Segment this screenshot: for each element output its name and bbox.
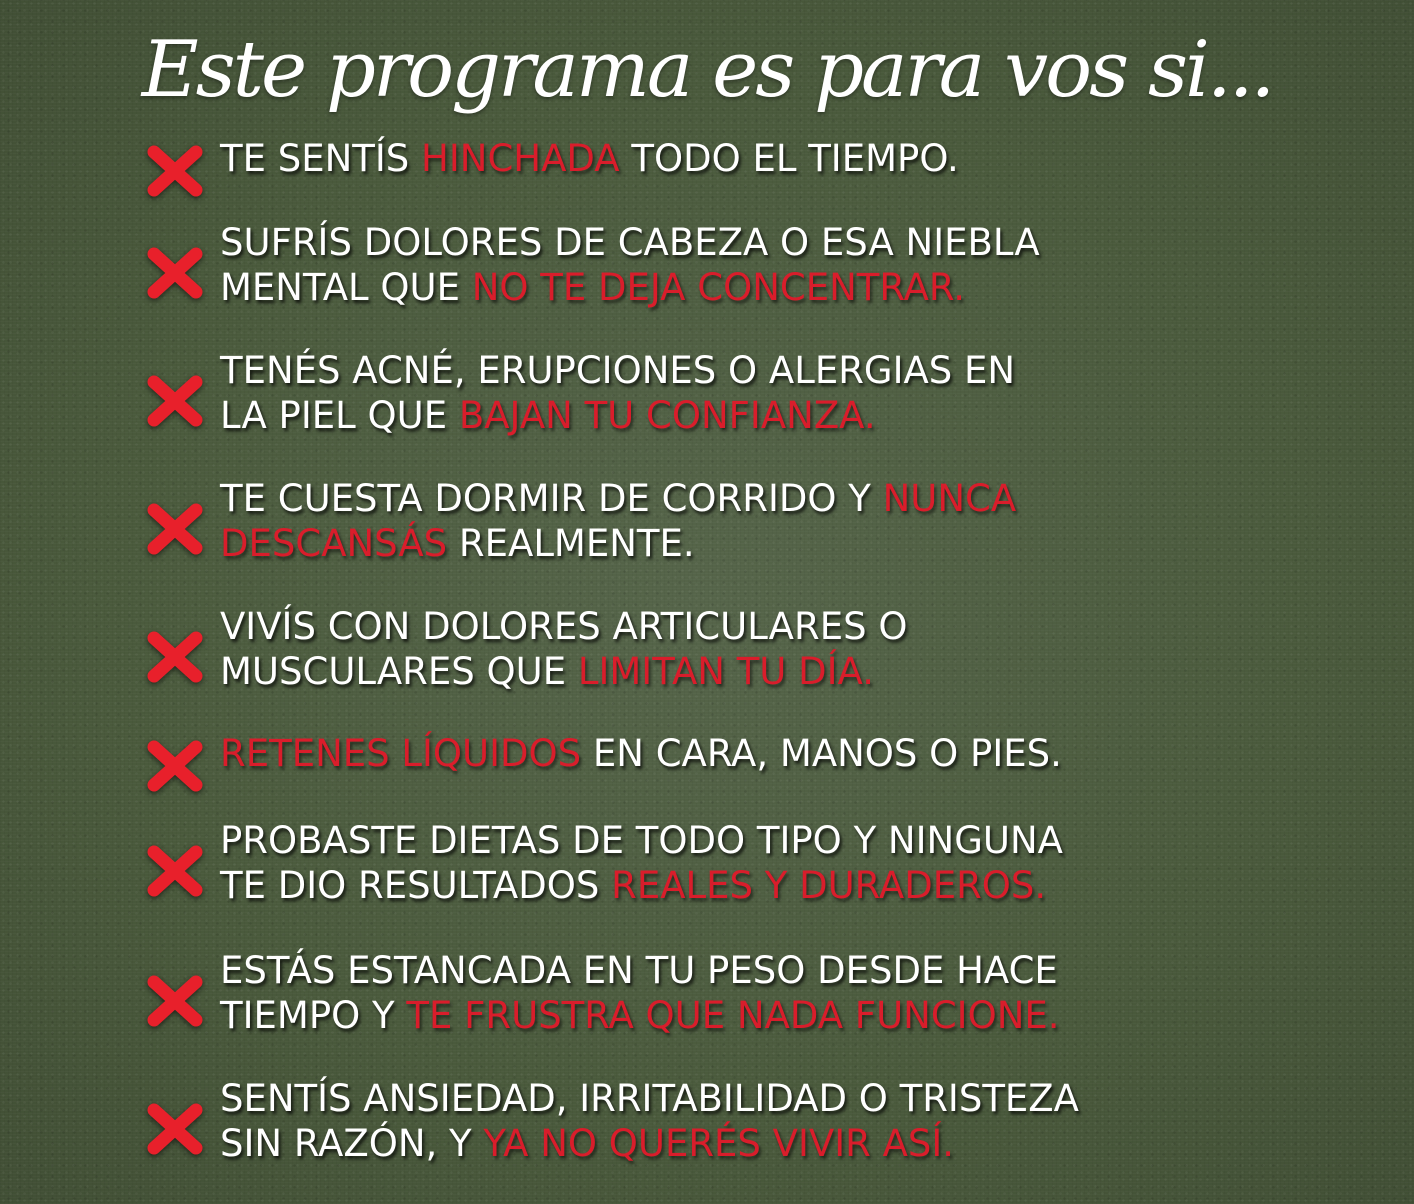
list-item xyxy=(140,818,1260,918)
list-item xyxy=(140,1076,1260,1176)
item-text: PROBASTE DIETAS DE TODO TIPO Y NINGUNA TE DIO RESULTADOS REALES Y DURADEROS. xyxy=(220,819,1063,907)
list-item xyxy=(140,220,1260,320)
highlight-text: LIMITAN TU DÍA. xyxy=(577,650,874,693)
highlight-text: NUNCA xyxy=(882,477,1017,520)
highlight-text: TE FRUSTRA QUE NADA FUNCIONE. xyxy=(406,994,1060,1037)
list-item xyxy=(140,731,1260,831)
item-text: SUFRÍS DOLORES DE CABEZA O ESA NIEBLA MENTAL QUE NO TE DEJA CONCENTRAR. xyxy=(220,221,1040,309)
red-x-icon xyxy=(144,370,206,432)
list-item xyxy=(140,348,1260,448)
page-title: Este programa es para vos si... xyxy=(141,25,1273,115)
list-item xyxy=(140,476,1260,576)
highlight-text: RETENES LÍQUIDOS xyxy=(220,732,582,775)
item-text: SENTÍS ANSIEDAD, IRRITABILIDAD O TRISTEZA SIN RAZÓN, Y YA NO QUERÉS VIVIR ASÍ. xyxy=(220,1077,1079,1165)
red-x-icon xyxy=(144,970,206,1032)
list-item xyxy=(140,948,1260,1048)
item-text: TE SENTÍS HINCHADA TODO EL TIEMPO. xyxy=(220,137,959,180)
red-x-icon xyxy=(144,735,206,797)
item-text: VIVÍS CON DOLORES ARTICULARES O MUSCULARES QUE LIMITAN TU DÍA. xyxy=(220,605,908,693)
highlight-text: REALES Y DURADEROS. xyxy=(611,864,1047,907)
red-x-icon xyxy=(144,626,206,688)
item-text: ESTÁS ESTANCADA EN TU PESO DESDE HACE TIEMPO Y TE FRUSTRA QUE NADA FUNCIONE. xyxy=(220,949,1060,1037)
list-item xyxy=(140,604,1260,704)
highlight-text: BAJAN TU CONFIANZA. xyxy=(458,394,876,437)
highlight-text: HINCHADA xyxy=(421,137,620,180)
highlight-text: NO TE DEJA CONCENTRAR. xyxy=(471,266,966,309)
highlight-text: YA NO QUERÉS VIVIR ASÍ. xyxy=(483,1122,955,1165)
item-text: TE CUESTA DORMIR DE CORRIDO Y NUNCA DESCANSÁS REALMENTE. xyxy=(220,477,1017,565)
red-x-icon xyxy=(144,840,206,902)
red-x-icon xyxy=(144,242,206,304)
red-x-icon xyxy=(144,140,206,202)
red-x-icon xyxy=(144,498,206,560)
item-text: TENÉS ACNÉ, ERUPCIONES O ALERGIAS EN LA PIEL QUE BAJAN TU CONFIANZA. xyxy=(220,349,1016,437)
red-x-icon xyxy=(144,1098,206,1160)
highlight-text: DESCANSÁS xyxy=(220,522,448,565)
item-text: RETENES LÍQUIDOS EN CARA, MANOS O PIES. xyxy=(220,732,1062,775)
